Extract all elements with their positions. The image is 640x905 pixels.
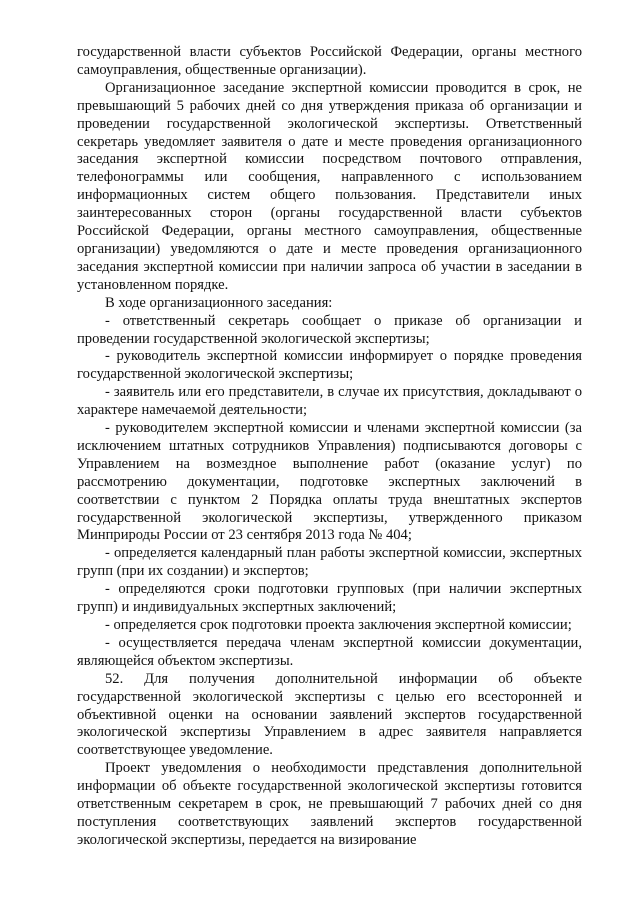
list-item-calendar-plan: - определяется календарный план работы экспертной комиссии, экспертных групп (при их создании) и экспертов; xyxy=(77,545,582,580)
list-item-draft-deadline: - определяется срок подготовки проекта заключения экспертной комиссии; xyxy=(105,617,572,633)
list-item-applicant: - заявитель или его представители, в случае их присутствия, докладывают о характере намечаемой деятельности; xyxy=(77,384,582,419)
list-item-secretary: - ответственный секретарь сообщает о приказе об организации и проведении государственной экологической экспертизы; xyxy=(77,312,582,347)
list-item-head: - руководитель экспертной комиссии информирует о порядке проведения государственной экологической экспертизы; xyxy=(77,348,582,383)
list-item-contracts: - руководителем экспертной комиссии и членами экспертной комиссии (за исключением штатных сотрудников Управления) подписываются договоры с Управлением на возмездное выполнение работ (оказание услуг) по рассмотрению документации, подготовке экспертных заключений в соответствии с пунктом 2 Порядка оплаты труда внештатных экспертов государственной экологической экспертизы, утвержденного приказом Минприроды России от 23 сентября 2013 года № 404; xyxy=(77,420,582,544)
list-item-documentation-transfer: - осуществляется передача членам экспертной комиссии документации, являющейся объектом экспертизы. xyxy=(77,634,582,669)
list-item-deadlines: - определяются сроки подготовки групповых (при наличии экспертных групп) и индивидуальных экспертных заключений; xyxy=(77,581,582,616)
paragraph-continuation: государственной власти субъектов Российской Федерации, органы местного самоуправления, общественные организации). xyxy=(77,44,582,78)
document-page xyxy=(77,44,582,850)
paragraph-section-52: 52. Для получения дополнительной информации об объекте государственной экологической экспертизы с целью его всесторонней и объективной оценки на основании заявлений экспертов государственной экологической экспертизы Управлением в адрес заявителя направляется соответствующее уведомление. xyxy=(77,670,582,759)
paragraph-notification-draft: Проект уведомления о необходимости представления дополнительной информации об объекте государственной экологической экспертизы готовится ответственным секретарем в срок, не превышающий 7 рабочих дней со дня поступления соответствующих заявлений экспертов государственной экологической экспертизы, передается на визирование xyxy=(77,760,582,848)
paragraph-organizational-meeting: Организационное заседание экспертной комиссии проводится в срок, не превышающий 5 рабочих дней со дня утверждения приказа об организации и проведении государственной экологической экспертизы. Ответственный секретарь уведомляет заявителя о дате и месте проведения организационного заседания экспертной комиссии посредством почтового отправления, телефонограммы или сообщения, направленного с использованием информационных систем общего пользования. Представители иных заинтересованных сторон (органы государственной власти субъектов Российской Федерации, органы местного самоуправления, общественные организации) уведомляются о дате и месте проведения организационного заседания экспертной комиссии при наличии запроса об участии в заседании в установленном порядке. xyxy=(77,79,582,293)
paragraph-meeting-intro: В ходе организационного заседания: xyxy=(105,294,333,311)
